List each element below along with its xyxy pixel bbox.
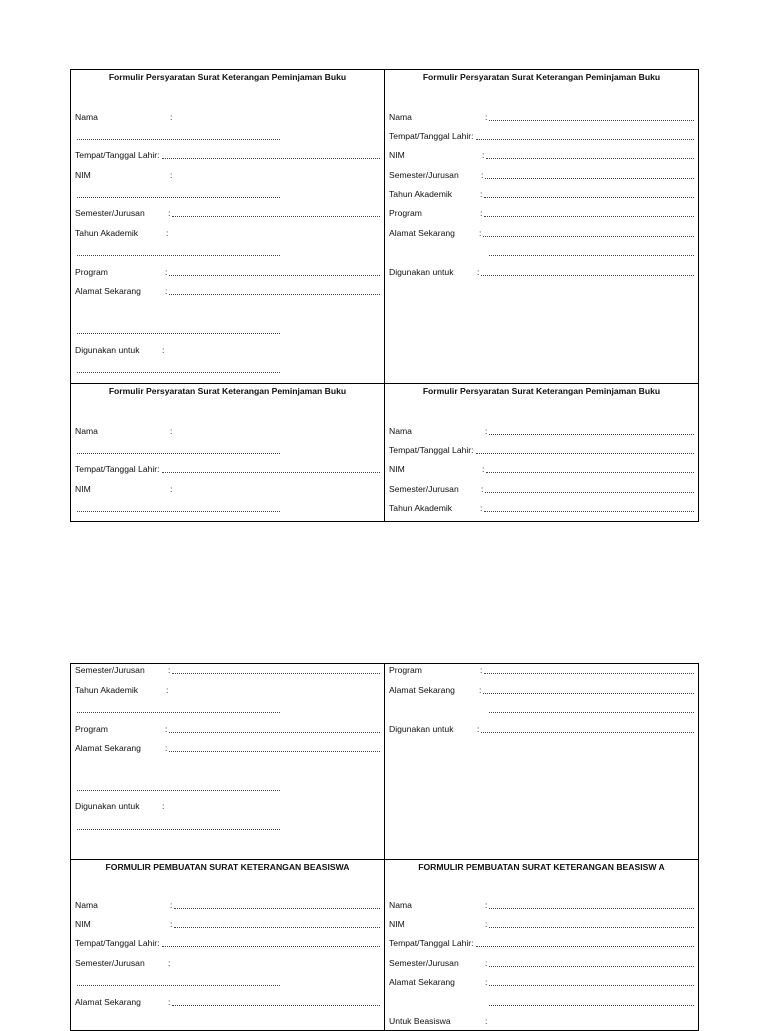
fill-in-dotted-line[interactable] <box>489 253 694 256</box>
form-field <box>389 1016 694 1027</box>
form-field <box>75 938 380 949</box>
form-field <box>389 228 694 239</box>
form-title: Formulir Persyaratan Surat Keterangan Peminjaman Buku <box>422 386 661 396</box>
field-label: NIM <box>389 464 405 474</box>
field-label: Semester/Jurusan <box>389 484 459 494</box>
field-separator: : <box>479 228 482 238</box>
form-sheet <box>70 663 699 1031</box>
field-separator: : <box>168 665 171 675</box>
fill-in-dotted-line[interactable] <box>77 451 280 454</box>
form-field <box>75 426 380 437</box>
form-field <box>75 724 380 735</box>
fill-in-dotted-line[interactable] <box>489 118 694 121</box>
field-separator: : <box>482 150 485 160</box>
field-separator: : <box>485 919 488 929</box>
form-row <box>71 664 698 860</box>
field-label: Tahun Akademik <box>75 685 139 695</box>
field-separator: : <box>166 228 169 238</box>
form-field <box>389 958 694 969</box>
field-separator: : <box>481 484 484 494</box>
form-card <box>71 70 384 383</box>
field-separator: : <box>480 208 483 218</box>
form-card <box>71 664 384 859</box>
field-separator: : <box>170 112 173 122</box>
fill-in-dotted-line[interactable] <box>489 1003 694 1006</box>
fill-in-dotted-line[interactable] <box>77 137 280 140</box>
fill-in-dotted-line[interactable] <box>484 671 694 674</box>
form-field <box>389 267 694 278</box>
form-field <box>389 997 694 1008</box>
field-label: Tempat/Tanggal Lahir: <box>75 938 160 948</box>
form-field <box>389 189 694 200</box>
field-label: Tempat/Tanggal Lahir: <box>389 131 474 141</box>
field-label: NIM <box>389 150 405 160</box>
form-row <box>71 70 698 384</box>
field-label: Program <box>75 267 108 277</box>
fill-in-dotted-line[interactable] <box>77 253 280 256</box>
form-field <box>75 208 380 219</box>
fill-in-dotted-line[interactable] <box>77 788 280 791</box>
field-separator: : <box>482 464 485 474</box>
fill-in-dotted-line[interactable] <box>77 195 280 198</box>
field-separator: : <box>170 170 173 180</box>
form-field <box>75 150 380 161</box>
form-field <box>389 919 694 930</box>
field-separator: : <box>477 267 480 277</box>
fill-in-dotted-line[interactable] <box>489 925 694 928</box>
form-field <box>75 503 380 514</box>
form-field <box>389 112 694 123</box>
field-label: Semester/Jurusan <box>389 958 459 968</box>
field-label: Nama <box>75 112 98 122</box>
field-separator: : <box>170 900 173 910</box>
field-label: Tahun Akademik <box>389 503 453 513</box>
field-separator: : <box>162 345 165 355</box>
field-label: NIM <box>75 919 91 929</box>
fill-in-dotted-line[interactable] <box>77 331 280 334</box>
field-separator: : <box>485 958 488 968</box>
field-separator: : <box>165 267 168 277</box>
form-field <box>389 150 694 161</box>
form-field <box>75 189 380 200</box>
form-row <box>71 860 698 1030</box>
field-separator: : <box>485 112 488 122</box>
field-label: Semester/Jurusan <box>389 170 459 180</box>
fill-in-dotted-line[interactable] <box>169 730 380 733</box>
field-separator: : <box>479 685 482 695</box>
fill-in-dotted-line[interactable] <box>77 983 280 986</box>
field-label: Digunakan untuk <box>389 724 454 734</box>
field-label: NIM <box>75 170 91 180</box>
field-label: Program <box>389 665 422 675</box>
form-card <box>384 664 698 859</box>
fill-in-dotted-line[interactable] <box>172 214 380 217</box>
fill-in-dotted-line[interactable] <box>485 176 694 179</box>
field-label: Alamat Sekarang <box>389 228 455 238</box>
field-separator: : <box>477 724 480 734</box>
form-field <box>75 112 380 123</box>
field-separator: : <box>165 743 168 753</box>
form-card <box>71 384 384 521</box>
fill-in-dotted-line[interactable] <box>484 214 694 217</box>
field-separator: : <box>170 919 173 929</box>
fill-in-dotted-line[interactable] <box>481 730 694 733</box>
form-field <box>75 228 380 239</box>
field-separator: : <box>485 900 488 910</box>
form-field <box>75 665 380 676</box>
field-separator: : <box>166 685 169 695</box>
form-field <box>389 503 694 514</box>
form-row <box>71 384 698 521</box>
form-field <box>75 247 380 258</box>
fill-in-dotted-line[interactable] <box>77 710 280 713</box>
form-title: FORMULIR PEMBUATAN SURAT KETERANGAN BEASISWA <box>105 862 350 872</box>
form-field <box>389 900 694 911</box>
field-label: Semester/Jurusan <box>75 958 145 968</box>
field-separator: : <box>165 286 168 296</box>
fill-in-dotted-line[interactable] <box>489 983 694 986</box>
form-field <box>389 170 694 181</box>
form-title: Formulir Persyaratan Surat Keterangan Peminjaman Buku <box>422 72 661 82</box>
field-label: Digunakan untuk <box>75 345 140 355</box>
field-separator: : <box>485 977 488 987</box>
fill-in-dotted-line[interactable] <box>486 156 694 159</box>
field-label: Nama <box>389 900 412 910</box>
form-field <box>389 938 694 949</box>
form-field <box>389 977 694 988</box>
form-field <box>75 464 380 475</box>
form-field <box>389 665 694 676</box>
field-separator: : <box>168 208 171 218</box>
fill-in-dotted-line[interactable] <box>162 470 380 473</box>
field-separator: : <box>170 484 173 494</box>
form-field <box>75 364 380 375</box>
fill-in-dotted-line[interactable] <box>489 964 694 967</box>
fill-in-dotted-line[interactable] <box>481 273 694 276</box>
form-field <box>389 208 694 219</box>
form-field <box>389 685 694 696</box>
fill-in-dotted-line[interactable] <box>476 451 694 454</box>
form-title: Formulir Persyaratan Surat Keterangan Peminjaman Buku <box>108 72 347 82</box>
form-field <box>75 286 380 297</box>
field-label: Nama <box>389 426 412 436</box>
fill-in-dotted-line[interactable] <box>485 490 694 493</box>
field-separator: : <box>162 801 165 811</box>
form-card <box>384 860 698 1030</box>
fill-in-dotted-line[interactable] <box>486 470 694 473</box>
form-field <box>75 919 380 930</box>
fill-in-dotted-line[interactable] <box>476 944 694 947</box>
field-separator: : <box>485 1016 488 1026</box>
form-card <box>384 70 698 383</box>
fill-in-dotted-line[interactable] <box>77 370 280 373</box>
fill-in-dotted-line[interactable] <box>172 671 380 674</box>
form-field <box>75 325 380 336</box>
field-separator: : <box>480 189 483 199</box>
fill-in-dotted-line[interactable] <box>484 509 694 512</box>
fill-in-dotted-line[interactable] <box>77 827 280 830</box>
form-field <box>389 704 694 715</box>
form-field <box>75 267 380 278</box>
field-label: Tempat/Tanggal Lahir: <box>389 938 474 948</box>
form-field <box>389 131 694 142</box>
form-field <box>75 977 380 988</box>
field-label: Program <box>389 208 422 218</box>
form-field <box>75 821 380 832</box>
form-field <box>75 801 380 812</box>
form-field <box>75 345 380 356</box>
fill-in-dotted-line[interactable] <box>162 156 380 159</box>
form-field <box>389 484 694 495</box>
fill-in-dotted-line[interactable] <box>476 137 694 140</box>
form-field <box>75 997 380 1008</box>
form-field <box>75 743 380 754</box>
field-label: Semester/Jurusan <box>75 208 145 218</box>
form-field <box>389 247 694 258</box>
form-card <box>384 384 698 521</box>
fill-in-dotted-line[interactable] <box>484 195 694 198</box>
field-separator: : <box>480 503 483 513</box>
form-field <box>75 170 380 181</box>
form-field <box>75 782 380 793</box>
field-label: Untuk Beasiswa <box>389 1016 451 1026</box>
fill-in-dotted-line[interactable] <box>489 906 694 909</box>
field-separator: : <box>168 958 171 968</box>
field-label: Alamat Sekarang <box>389 977 455 987</box>
fill-in-dotted-line[interactable] <box>169 749 380 752</box>
fill-in-dotted-line[interactable] <box>169 292 380 295</box>
fill-in-dotted-line[interactable] <box>174 925 380 928</box>
field-label: Tempat/Tanggal Lahir: <box>389 445 474 455</box>
form-field <box>75 685 380 696</box>
field-label: Alamat Sekarang <box>75 286 141 296</box>
fill-in-dotted-line[interactable] <box>174 906 380 909</box>
form-field <box>389 724 694 735</box>
field-separator: : <box>480 665 483 675</box>
fill-in-dotted-line[interactable] <box>169 273 380 276</box>
field-label: Nama <box>75 426 98 436</box>
field-separator: : <box>485 426 488 436</box>
form-card <box>71 860 384 1030</box>
fill-in-dotted-line[interactable] <box>483 691 694 694</box>
field-label: Semester/Jurusan <box>75 665 145 675</box>
field-label: NIM <box>75 484 91 494</box>
fill-in-dotted-line[interactable] <box>172 1003 380 1006</box>
form-field <box>75 484 380 495</box>
field-label: Nama <box>75 900 98 910</box>
form-field <box>389 445 694 456</box>
fill-in-dotted-line[interactable] <box>489 710 694 713</box>
form-field <box>75 958 380 969</box>
field-separator: : <box>165 724 168 734</box>
field-label: Digunakan untuk <box>75 801 140 811</box>
form-field <box>389 464 694 475</box>
form-title: Formulir Persyaratan Surat Keterangan Peminjaman Buku <box>108 386 347 396</box>
field-label: Program <box>75 724 108 734</box>
field-separator: : <box>481 170 484 180</box>
field-label: Digunakan untuk <box>389 267 454 277</box>
fill-in-dotted-line[interactable] <box>483 234 694 237</box>
field-label: NIM <box>389 919 405 929</box>
field-label: Alamat Sekarang <box>389 685 455 695</box>
field-separator: : <box>168 997 171 1007</box>
form-field <box>75 900 380 911</box>
form-field <box>389 426 694 437</box>
field-label: Alamat Sekarang <box>75 743 141 753</box>
field-label: Tempat/Tanggal Lahir: <box>75 464 160 474</box>
form-title: FORMULIR PEMBUATAN SURAT KETERANGAN BEASISW A <box>418 862 665 872</box>
field-label: Alamat Sekarang <box>75 997 141 1007</box>
field-label: Tahun Akademik <box>389 189 453 199</box>
field-label: Tempat/Tanggal Lahir: <box>75 150 160 160</box>
form-field <box>75 704 380 715</box>
form-sheet <box>70 69 699 522</box>
form-field <box>75 445 380 456</box>
fill-in-dotted-line[interactable] <box>489 432 694 435</box>
fill-in-dotted-line[interactable] <box>162 944 380 947</box>
field-label: Tahun Akademik <box>75 228 139 238</box>
field-label: Nama <box>389 112 412 122</box>
form-field <box>75 131 380 142</box>
field-separator: : <box>170 426 173 436</box>
fill-in-dotted-line[interactable] <box>77 509 280 512</box>
